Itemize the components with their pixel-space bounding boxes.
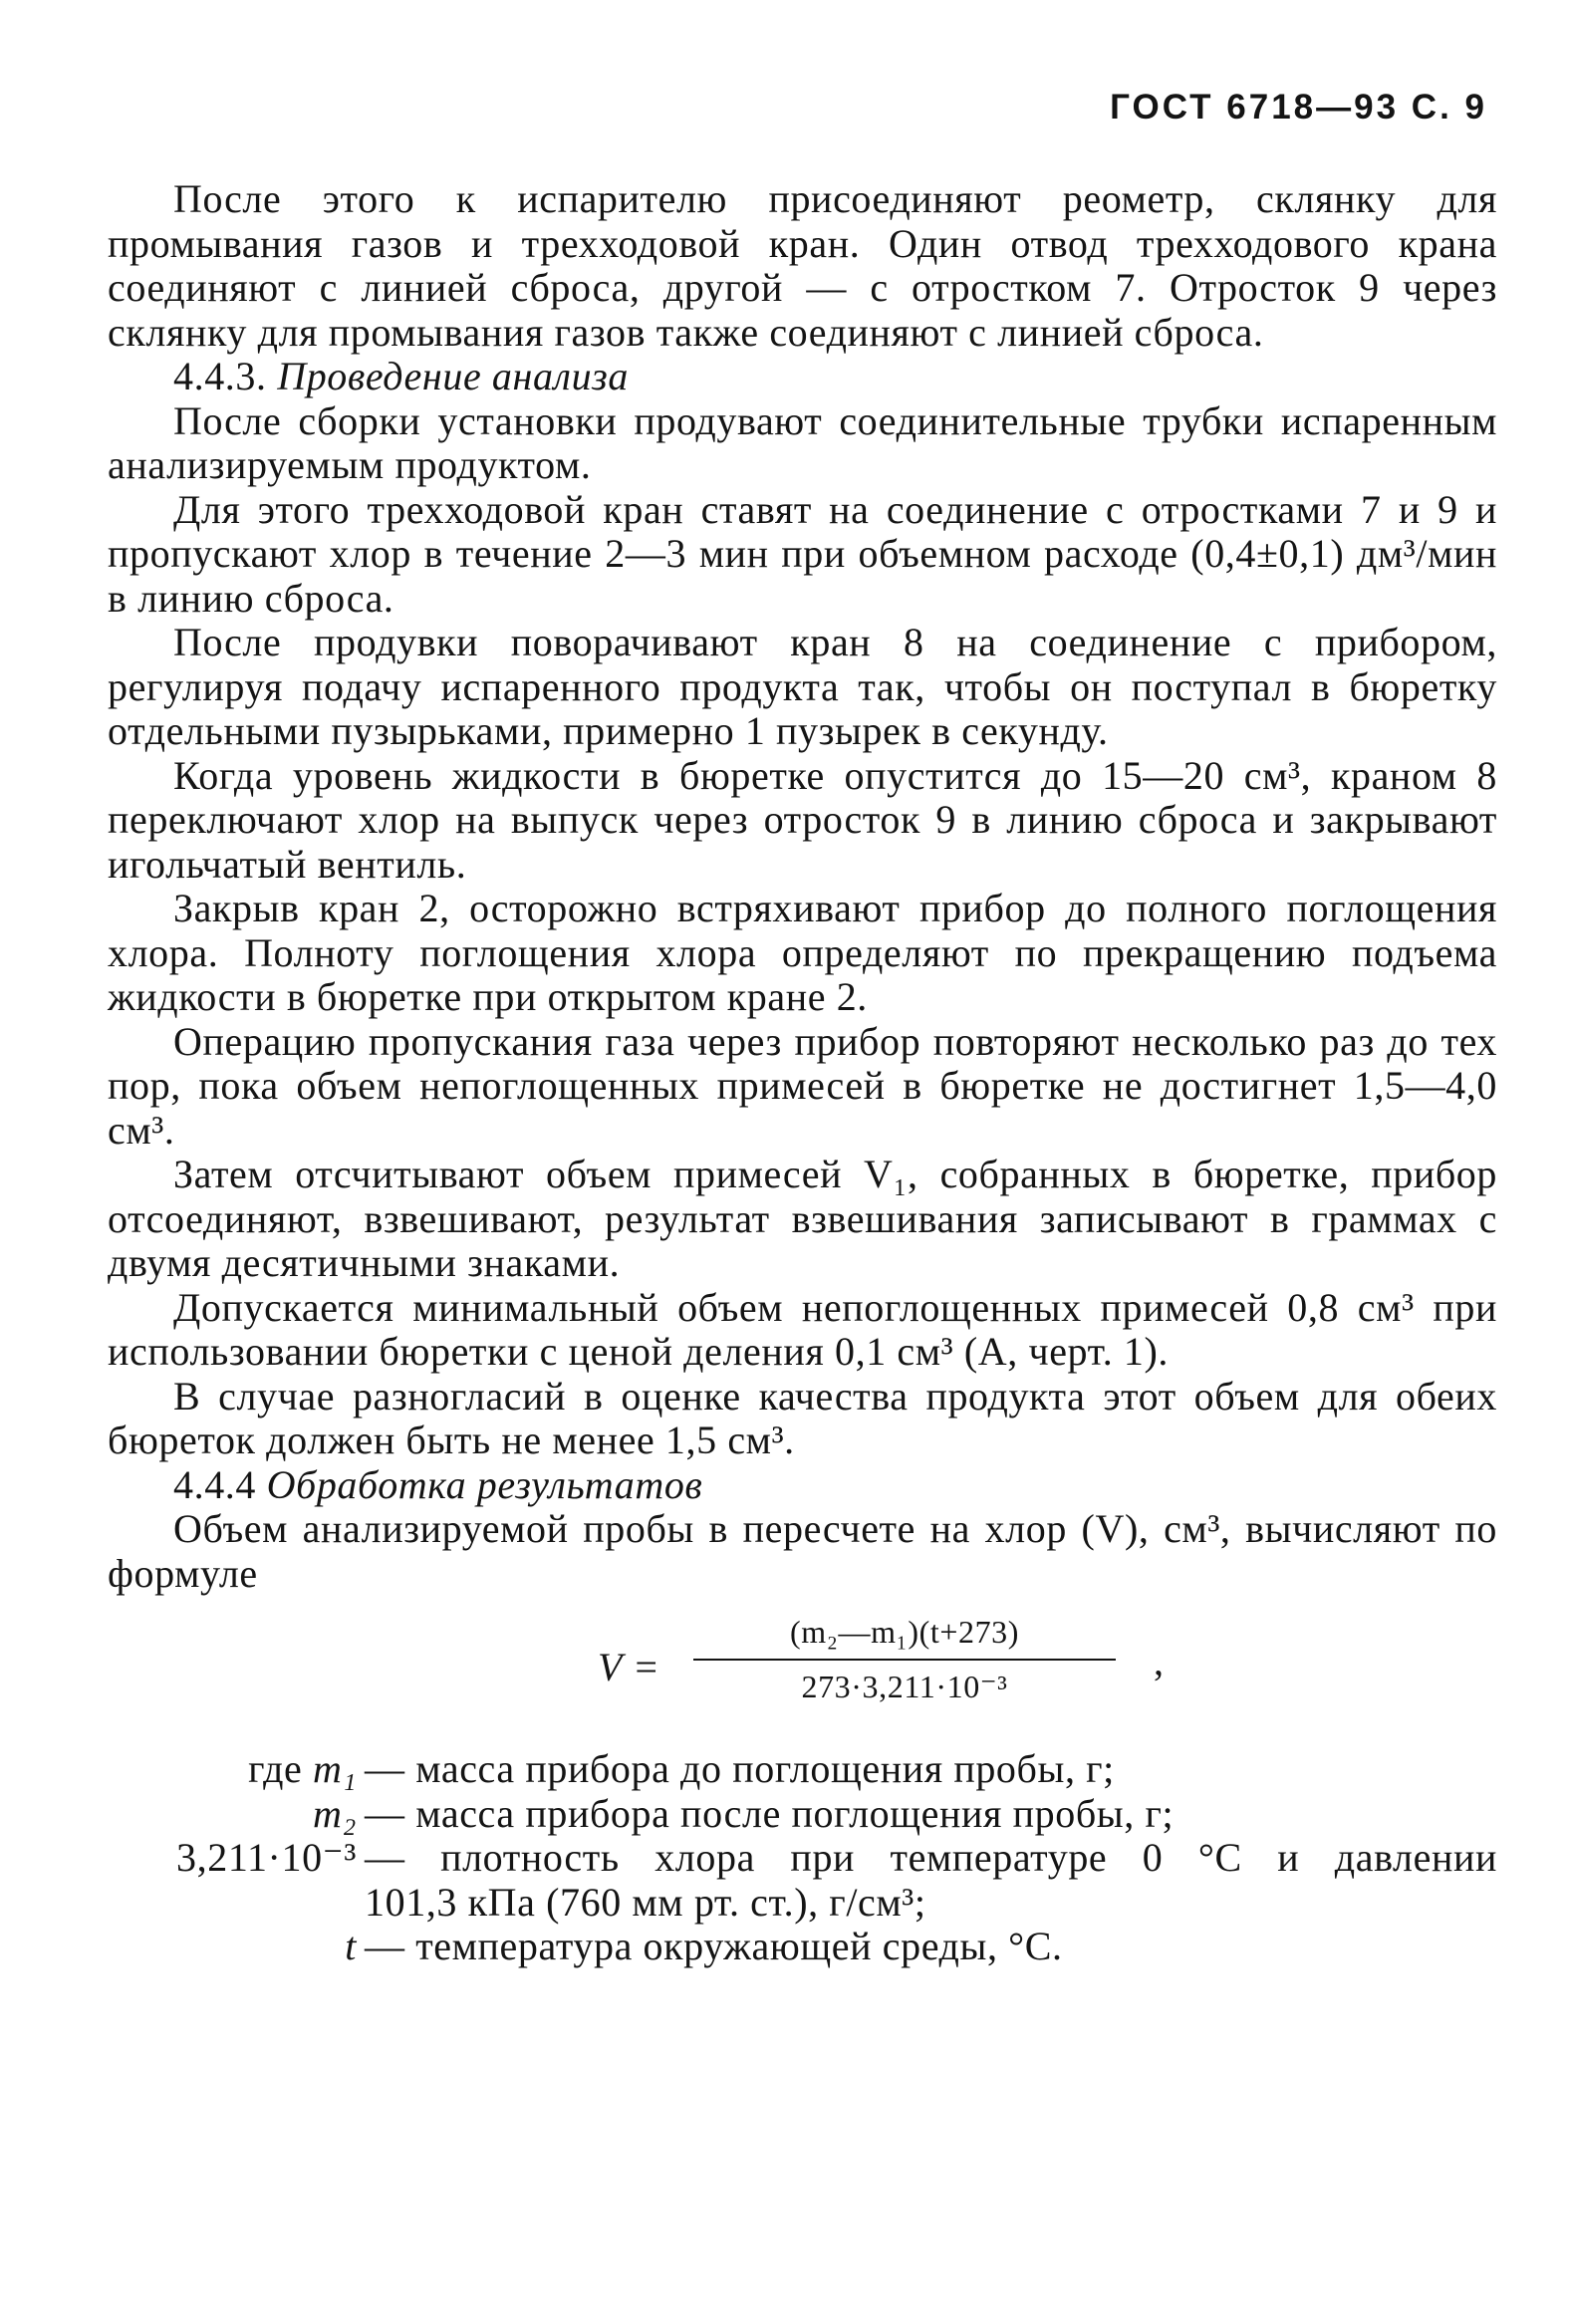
paragraph: В случае разногласий в оценке качества продукта этот объем для обеих бюреток должен быть не менее 1,5 см³.	[108, 1373, 1497, 1462]
definition-t	[108, 1925, 1497, 1969]
definition-text: — масса прибора до поглощения пробы, г;	[365, 1746, 1115, 1791]
section-title: Обработка результатов	[266, 1461, 703, 1507]
paragraph: Допускается минимальный объем непоглощенных примесей 0,8 см³ при использовании бюретки с ценой деления 0,1 см³ (А, черт. 1).	[108, 1284, 1497, 1374]
section-heading-4-4-3	[108, 355, 1497, 399]
section-number: 4.4.3.	[173, 354, 267, 398]
formula-numerator: (m₂—m₁)(t+273)	[789, 1614, 1020, 1650]
section-title: Проведение анализа	[277, 354, 629, 398]
definition-symbol: t	[345, 1924, 357, 1968]
volume-formula	[108, 1610, 1497, 1725]
variable-definitions	[108, 1747, 1497, 1969]
formula-fraction	[685, 1610, 1124, 1708]
paragraph: После сборки установки продувают соединительные трубки испаренным анализируемым продуктом.	[108, 397, 1497, 487]
definition-symbol: m₂	[313, 1790, 357, 1836]
paragraph: Закрыв кран 2, осторожно встряхивают прибор до полного поглощения хлора. Полноту поглощения хлора определяют по прекращению подъема жидкости в бюретке при открытом кране 2.	[108, 886, 1497, 1019]
paragraph: Операцию пропускания газа через прибор повторяют несколько раз до тех пор, пока объем непоглощенных примесей в бюретке не достигнет 1,5—4,0 см³.	[108, 1018, 1497, 1153]
paragraph: Затем отсчитывают объем примесей V₁, собранных в бюретке, прибор отсоединяют, взвешивают, результат взвешивания записывают в граммах с двумя десятичными знаками.	[108, 1152, 1497, 1285]
paragraph: Для этого трехходовой кран ставят на соединение с отростками 7 и 9 и пропускают хлор в течение 2—3 мин при объемном расходе (0,4±0,1) дм³/мин в линию сброса.	[108, 486, 1497, 621]
definition-symbol: m₁	[313, 1746, 357, 1791]
definition-text: — масса прибора после поглощения пробы, г;	[365, 1790, 1175, 1836]
paragraph: Когда уровень жидкости в бюретке опустится до 15—20 см³, краном 8 переключают хлор на выпуск через отросток 9 в линию сброса и закрывают игольчатый вентиль.	[108, 752, 1497, 887]
definition-density	[108, 1836, 1497, 1925]
section-heading-4-4-4	[108, 1463, 1497, 1508]
definition-text: — температура окружающей среды, °С.	[365, 1924, 1063, 1968]
page-body	[108, 177, 1497, 1969]
definition-symbol: 3,211·10⁻³	[176, 1835, 357, 1880]
formula-lhs: V =	[598, 1645, 660, 1689]
paragraph: После этого к испарителю присоединяют реометр, склянку для промывания газов и трехходовой кран. Один отвод трехходового крана соединяют с линией сброса, другой — с отростком 7. Отросток 9 через склянку для промывания газов также соединяют с линией сброса.	[108, 176, 1497, 355]
paragraph: Объем анализируемой пробы в пересчете на хлор (V), см³, вычисляют по формуле	[108, 1506, 1497, 1596]
formula-denominator: 273·3,211·10⁻³	[801, 1668, 1008, 1704]
formula-comma: ,	[1154, 1639, 1165, 1683]
section-number: 4.4.4	[173, 1461, 256, 1507]
where-label: где	[248, 1746, 303, 1791]
definition-text-continuation: 101,3 кПа (760 мм рт. ст.), г/см³;	[365, 1879, 926, 1925]
definition-m1	[108, 1747, 1497, 1792]
paragraph: После продувки поворачивают кран 8 на соединение с прибором, регулируя подачу испаренного продукта так, чтобы он поступал в бюретку отдельными пузырьками, примерно 1 пузырек в секунду.	[108, 620, 1497, 753]
definition-text: — плотность хлора при температуре 0 °С и давлении	[365, 1835, 1497, 1880]
definition-m2	[108, 1792, 1497, 1837]
page-header: ГОСТ 6718—93 С. 9	[1110, 88, 1487, 127]
